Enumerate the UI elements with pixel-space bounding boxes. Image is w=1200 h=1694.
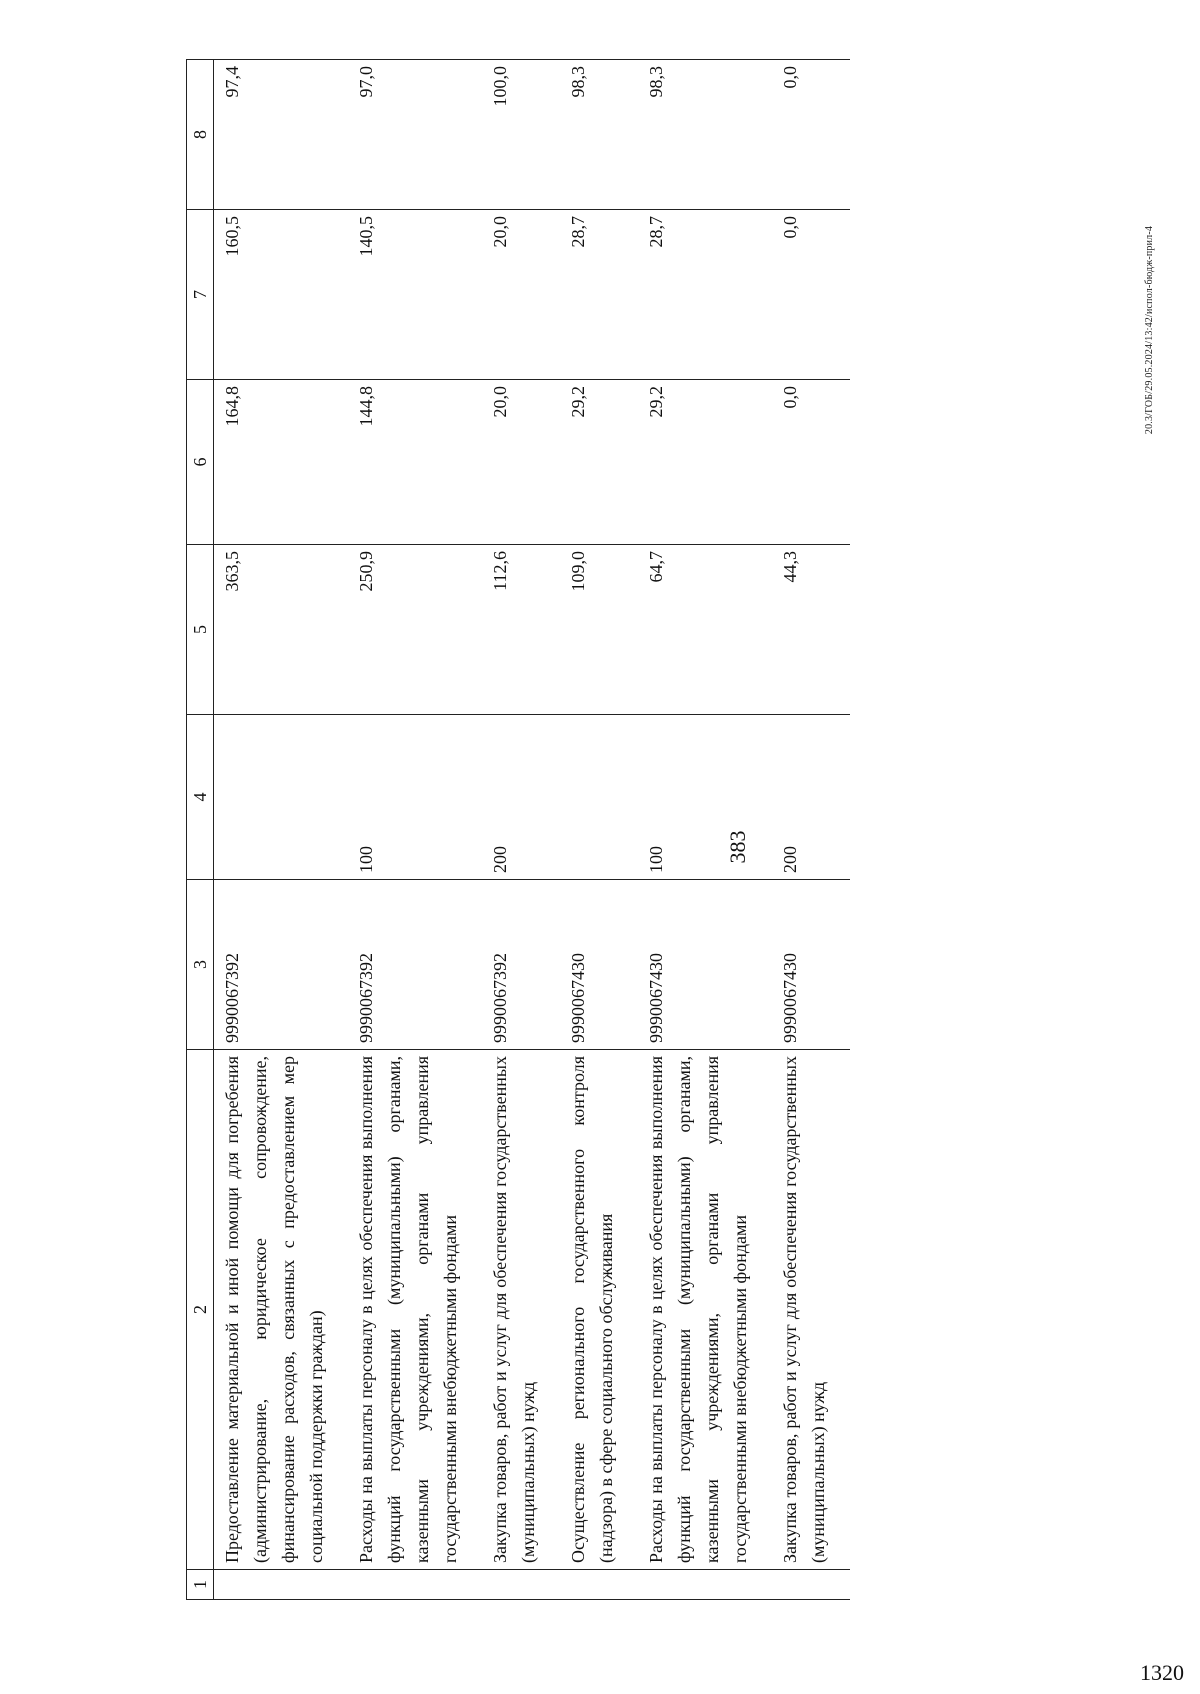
value-col5-cell: 109,0 [560, 545, 638, 715]
description-cell: Закупка товаров, работ и услуг для обеспечения государственных (муниципальных) нужд [482, 1050, 560, 1570]
expense-type-cell [560, 715, 638, 880]
table-header-row [187, 60, 214, 1600]
row-index-cell [772, 1570, 850, 1600]
row-index-cell [482, 1570, 560, 1600]
column-header-2: 2 [187, 1050, 214, 1570]
value-col8-cell: 0,0 [772, 60, 850, 210]
expense-type-cell: 100 [638, 715, 772, 880]
value-col6-cell: 164,8 [214, 380, 349, 545]
value-col5-cell: 250,9 [348, 545, 482, 715]
column-header-7: 7 [187, 210, 214, 380]
target-code-cell: 9990067430 [772, 880, 850, 1050]
value-col7-cell: 0,0 [772, 210, 850, 380]
value-col6-cell: 29,2 [638, 380, 772, 545]
value-col5-cell: 64,7 [638, 545, 772, 715]
table-row [638, 60, 772, 1600]
page-number: 383 [725, 830, 750, 864]
document-stamp: 20.3/ГОБ/29.05.2024/13:42/испол-бюдж-прил-4 [1144, 225, 1155, 435]
description-cell: Предоставление материальной и иной помощи для погребения (администрирование, юридическое сопровождение, финансирование расходов, связанных с предоставлением мер социальной поддержки граждан) [214, 1050, 349, 1570]
value-col6-cell: 0,0 [772, 380, 850, 545]
value-col8-cell: 98,3 [638, 60, 772, 210]
value-col6-cell: 29,2 [560, 380, 638, 545]
value-col5-cell: 112,6 [482, 545, 560, 715]
value-col7-cell: 28,7 [638, 210, 772, 380]
row-index-cell [638, 1570, 772, 1600]
value-col7-cell: 28,7 [560, 210, 638, 380]
expense-type-cell: 100 [348, 715, 482, 880]
description-cell: Расходы на выплаты персоналу в целях обеспечения выполнения функций государственными (муниципальными) органами, казенными учреждениями, органами управления государственными внебюджетными фондами [638, 1050, 772, 1570]
target-code-cell: 9990067392 [348, 880, 482, 1050]
table-row [482, 60, 560, 1600]
value-col7-cell: 140,5 [348, 210, 482, 380]
sheet-number: 1320 [1140, 1660, 1184, 1685]
row-index-cell [348, 1570, 482, 1600]
column-header-8: 8 [187, 60, 214, 210]
target-code-cell: 9990067392 [214, 880, 349, 1050]
description-cell: Закупка товаров, работ и услуг для обеспечения государственных (муниципальных) нужд [772, 1050, 850, 1570]
column-header-1: 1 [187, 1570, 214, 1600]
value-col5-cell: 44,3 [772, 545, 850, 715]
value-col8-cell: 98,3 [560, 60, 638, 210]
value-col8-cell: 100,0 [482, 60, 560, 210]
table-row [560, 60, 638, 1600]
value-col6-cell: 20,0 [482, 380, 560, 545]
column-header-4: 4 [187, 715, 214, 880]
description-cell: Расходы на выплаты персоналу в целях обеспечения выполнения функций государственными (муниципальными) органами, казенными учреждениями, органами управления государственными внебюджетными фондами [348, 1050, 482, 1570]
expense-type-cell: 200 [482, 715, 560, 880]
expense-type-cell: 200 [772, 715, 850, 880]
table-row [348, 60, 482, 1600]
expense-type-cell [214, 715, 349, 880]
budget-table [186, 59, 850, 1600]
budget-table-rotated [186, 60, 1200, 1600]
value-col7-cell: 20,0 [482, 210, 560, 380]
description-cell: Осуществление регионального государственного контроля (надзора) в сфере социального обслуживания [560, 1050, 638, 1570]
table-row [214, 60, 349, 1600]
target-code-cell: 9990067392 [482, 880, 560, 1050]
column-header-5: 5 [187, 545, 214, 715]
column-header-3: 3 [187, 880, 214, 1050]
value-col5-cell: 363,5 [214, 545, 349, 715]
value-col7-cell: 160,5 [214, 210, 349, 380]
value-col8-cell: 97,4 [214, 60, 349, 210]
table-row [772, 60, 850, 1600]
row-index-cell [214, 1570, 349, 1600]
column-header-6: 6 [187, 380, 214, 545]
target-code-cell: 9990067430 [560, 880, 638, 1050]
row-index-cell [560, 1570, 638, 1600]
value-col6-cell: 144,8 [348, 380, 482, 545]
target-code-cell: 9990067430 [638, 880, 772, 1050]
value-col8-cell: 97,0 [348, 60, 482, 210]
